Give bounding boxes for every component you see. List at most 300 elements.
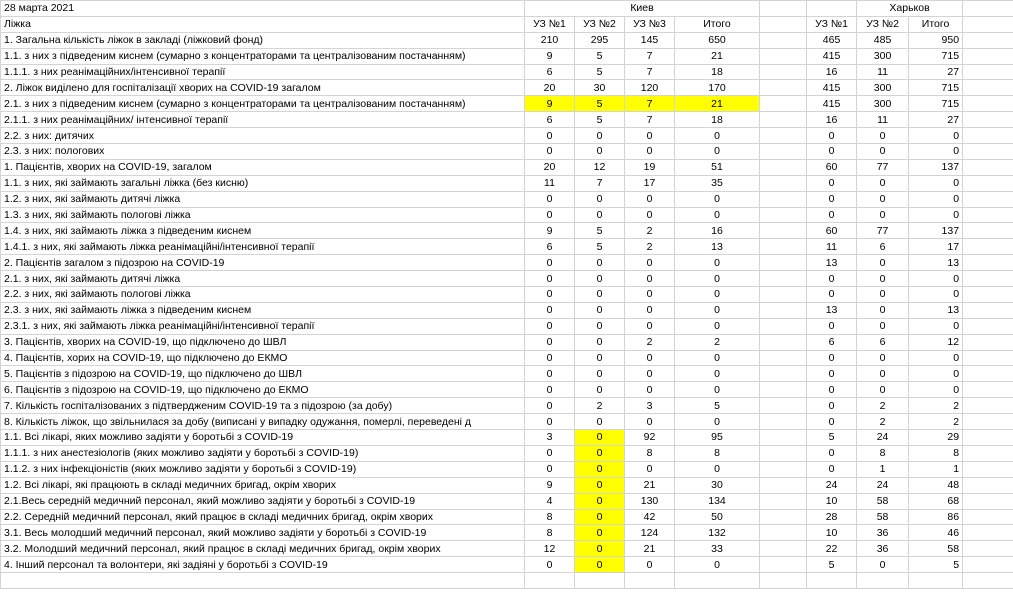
value-cell-h1[interactable]: 0 [807, 207, 857, 223]
empty-cell[interactable] [807, 1, 857, 17]
empty-cell[interactable] [963, 445, 1013, 461]
empty-cell[interactable] [963, 128, 1013, 144]
row-label-cell[interactable]: 1.1. Всі лікарі, яких можливо задіяти у боротьбі з COVID-19 [1, 430, 525, 446]
value-cell-h1[interactable]: 0 [807, 461, 857, 477]
value-cell-h1[interactable]: 0 [807, 128, 857, 144]
value-cell-k2[interactable]: 0 [575, 255, 625, 271]
value-cell-k2[interactable]: 0 [575, 366, 625, 382]
value-cell-k2[interactable]: 0 [575, 461, 625, 477]
empty-cell[interactable] [963, 509, 1013, 525]
value-cell-k2[interactable]: 5 [575, 64, 625, 80]
value-cell-k2[interactable]: 0 [575, 207, 625, 223]
empty-cell[interactable] [760, 80, 807, 96]
empty-cell[interactable] [760, 366, 807, 382]
value-cell-k1[interactable]: 4 [525, 493, 575, 509]
value-cell-ht[interactable]: 29 [909, 430, 963, 446]
value-cell-h1[interactable]: 0 [807, 271, 857, 287]
value-cell-k3[interactable]: 0 [625, 318, 675, 334]
value-cell-kt[interactable]: 51 [675, 159, 760, 175]
row-label-cell[interactable]: 3.2. Молодший медичний персонал, який працює в складі медичних бригад, окрім хворих [1, 541, 525, 557]
value-cell-ht[interactable]: 1 [909, 461, 963, 477]
value-cell-h2[interactable]: 0 [857, 318, 909, 334]
empty-cell[interactable] [909, 573, 963, 589]
value-cell-h1[interactable]: 0 [807, 191, 857, 207]
col-kiev-uz3[interactable]: УЗ №3 [625, 16, 675, 32]
value-cell-kt[interactable]: 0 [675, 191, 760, 207]
value-cell-kt[interactable]: 21 [675, 96, 760, 112]
value-cell-h1[interactable]: 11 [807, 239, 857, 255]
value-cell-kt[interactable]: 33 [675, 541, 760, 557]
value-cell-k3[interactable]: 0 [625, 350, 675, 366]
value-cell-k2[interactable]: 0 [575, 414, 625, 430]
value-cell-h1[interactable]: 24 [807, 477, 857, 493]
value-cell-k3[interactable]: 0 [625, 382, 675, 398]
value-cell-k3[interactable]: 2 [625, 334, 675, 350]
value-cell-kt[interactable]: 8 [675, 445, 760, 461]
value-cell-h2[interactable]: 485 [857, 32, 909, 48]
value-cell-h1[interactable]: 16 [807, 64, 857, 80]
value-cell-k2[interactable]: 0 [575, 350, 625, 366]
empty-cell[interactable] [963, 414, 1013, 430]
value-cell-h2[interactable]: 6 [857, 334, 909, 350]
value-cell-k2[interactable]: 0 [575, 318, 625, 334]
empty-cell[interactable] [963, 144, 1013, 160]
value-cell-kt[interactable]: 35 [675, 175, 760, 191]
value-cell-k3[interactable]: 0 [625, 461, 675, 477]
col-kharkiv-uz2[interactable]: УЗ №2 [857, 16, 909, 32]
empty-cell[interactable] [760, 144, 807, 160]
value-cell-k1[interactable]: 6 [525, 239, 575, 255]
value-cell-ht[interactable]: 715 [909, 96, 963, 112]
row-label-cell[interactable]: 4. Інший персонал та волонтери, які задіяні у боротьбі з COVID-19 [1, 557, 525, 573]
value-cell-kt[interactable]: 0 [675, 255, 760, 271]
value-cell-ht[interactable]: 48 [909, 477, 963, 493]
value-cell-k1[interactable]: 11 [525, 175, 575, 191]
row-label-cell[interactable]: 2.2. Середній медичний персонал, який працює в складі медичних бригад, окрім хворих [1, 509, 525, 525]
empty-cell[interactable] [963, 159, 1013, 175]
value-cell-k3[interactable]: 0 [625, 414, 675, 430]
value-cell-k3[interactable]: 8 [625, 445, 675, 461]
value-cell-k2[interactable]: 0 [575, 493, 625, 509]
value-cell-ht[interactable]: 950 [909, 32, 963, 48]
empty-cell[interactable] [760, 525, 807, 541]
value-cell-h2[interactable]: 0 [857, 128, 909, 144]
empty-cell[interactable] [963, 318, 1013, 334]
value-cell-k2[interactable]: 0 [575, 557, 625, 573]
value-cell-h1[interactable]: 0 [807, 382, 857, 398]
value-cell-kt[interactable]: 0 [675, 128, 760, 144]
value-cell-h2[interactable]: 2 [857, 398, 909, 414]
value-cell-k3[interactable]: 0 [625, 128, 675, 144]
col-kiev-uz2[interactable]: УЗ №2 [575, 16, 625, 32]
col-kiev-total[interactable]: Итого [675, 16, 760, 32]
empty-cell[interactable] [760, 302, 807, 318]
value-cell-k1[interactable]: 0 [525, 207, 575, 223]
value-cell-k1[interactable]: 0 [525, 302, 575, 318]
value-cell-h1[interactable]: 0 [807, 318, 857, 334]
value-cell-kt[interactable]: 132 [675, 525, 760, 541]
value-cell-k2[interactable]: 12 [575, 159, 625, 175]
empty-cell[interactable] [760, 287, 807, 303]
value-cell-k3[interactable]: 3 [625, 398, 675, 414]
value-cell-ht[interactable]: 137 [909, 223, 963, 239]
value-cell-h2[interactable]: 0 [857, 366, 909, 382]
value-cell-k3[interactable]: 92 [625, 430, 675, 446]
value-cell-h2[interactable]: 58 [857, 493, 909, 509]
value-cell-k1[interactable]: 0 [525, 382, 575, 398]
value-cell-k3[interactable]: 0 [625, 191, 675, 207]
value-cell-k2[interactable]: 5 [575, 223, 625, 239]
value-cell-k3[interactable]: 0 [625, 255, 675, 271]
value-cell-h2[interactable]: 36 [857, 541, 909, 557]
row-label-cell[interactable]: 3. Пацієнтів, хворих на COVID-19, що підключено до ШВЛ [1, 334, 525, 350]
row-label-cell[interactable]: 1.1.1. з них анестезіологів (яких можливо задіяти у боротьбі з COVID-19) [1, 445, 525, 461]
value-cell-ht[interactable]: 0 [909, 175, 963, 191]
value-cell-ht[interactable]: 137 [909, 159, 963, 175]
value-cell-ht[interactable]: 0 [909, 366, 963, 382]
empty-cell[interactable] [760, 96, 807, 112]
empty-cell[interactable] [760, 271, 807, 287]
value-cell-kt[interactable]: 0 [675, 557, 760, 573]
value-cell-ht[interactable]: 0 [909, 207, 963, 223]
row-label-cell[interactable]: 2.1.Весь середній медичний персонал, який можливо задіяти у боротьбі з COVID-19 [1, 493, 525, 509]
value-cell-h1[interactable]: 13 [807, 302, 857, 318]
value-cell-ht[interactable]: 0 [909, 350, 963, 366]
value-cell-ht[interactable]: 0 [909, 318, 963, 334]
value-cell-h1[interactable]: 60 [807, 223, 857, 239]
value-cell-ht[interactable]: 17 [909, 239, 963, 255]
empty-cell[interactable] [963, 96, 1013, 112]
empty-cell[interactable] [760, 159, 807, 175]
group-kiev-header[interactable]: Киев [525, 1, 760, 17]
value-cell-h1[interactable]: 0 [807, 350, 857, 366]
value-cell-h1[interactable]: 22 [807, 541, 857, 557]
empty-cell[interactable] [760, 573, 807, 589]
row-label-cell[interactable]: 1.4. з них, які займають ліжка з підведеним киснем [1, 223, 525, 239]
value-cell-h1[interactable]: 13 [807, 255, 857, 271]
value-cell-h1[interactable]: 0 [807, 398, 857, 414]
value-cell-kt[interactable]: 30 [675, 477, 760, 493]
row-label-cell[interactable]: 1. Пацієнтів, хворих на COVID-19, загалом [1, 159, 525, 175]
value-cell-k1[interactable]: 0 [525, 350, 575, 366]
empty-cell[interactable] [963, 573, 1013, 589]
row-label-cell[interactable]: 2.2. з них, які займають пологові ліжка [1, 287, 525, 303]
empty-cell[interactable] [675, 573, 760, 589]
empty-cell[interactable] [963, 350, 1013, 366]
value-cell-h2[interactable]: 2 [857, 414, 909, 430]
value-cell-kt[interactable]: 0 [675, 302, 760, 318]
row-label-cell[interactable]: 2.3. з них: пологових [1, 144, 525, 160]
row-header-cell[interactable]: Ліжка [1, 16, 525, 32]
value-cell-k3[interactable]: 7 [625, 96, 675, 112]
col-kiev-uz1[interactable]: УЗ №1 [525, 16, 575, 32]
value-cell-k2[interactable]: 0 [575, 128, 625, 144]
row-label-cell[interactable]: 8. Кількість ліжок, що звільнилася за добу (виписані у випадку одужання, померлі, переведені д [1, 414, 525, 430]
value-cell-k1[interactable]: 0 [525, 414, 575, 430]
value-cell-h2[interactable]: 0 [857, 287, 909, 303]
value-cell-k2[interactable]: 0 [575, 144, 625, 160]
value-cell-h2[interactable]: 0 [857, 302, 909, 318]
value-cell-k3[interactable]: 0 [625, 271, 675, 287]
value-cell-k2[interactable]: 0 [575, 382, 625, 398]
row-label-cell[interactable]: 2.1. з них, які займають дитячі ліжка [1, 271, 525, 287]
value-cell-h2[interactable]: 58 [857, 509, 909, 525]
empty-cell[interactable] [575, 573, 625, 589]
value-cell-k1[interactable]: 0 [525, 398, 575, 414]
value-cell-kt[interactable]: 21 [675, 48, 760, 64]
value-cell-k2[interactable]: 5 [575, 96, 625, 112]
value-cell-k2[interactable]: 0 [575, 430, 625, 446]
value-cell-k1[interactable]: 0 [525, 287, 575, 303]
value-cell-kt[interactable]: 0 [675, 144, 760, 160]
value-cell-k1[interactable]: 0 [525, 271, 575, 287]
value-cell-kt[interactable]: 0 [675, 414, 760, 430]
value-cell-k3[interactable]: 145 [625, 32, 675, 48]
value-cell-k1[interactable]: 8 [525, 525, 575, 541]
empty-cell[interactable] [760, 64, 807, 80]
value-cell-kt[interactable]: 0 [675, 366, 760, 382]
value-cell-k1[interactable]: 20 [525, 80, 575, 96]
group-kharkiv-header[interactable]: Харьков [857, 1, 963, 17]
value-cell-k1[interactable]: 0 [525, 255, 575, 271]
value-cell-k1[interactable]: 0 [525, 366, 575, 382]
empty-cell[interactable] [760, 16, 807, 32]
value-cell-h1[interactable]: 16 [807, 112, 857, 128]
value-cell-h2[interactable]: 24 [857, 477, 909, 493]
empty-cell[interactable] [760, 557, 807, 573]
value-cell-k1[interactable]: 3 [525, 430, 575, 446]
value-cell-k2[interactable]: 0 [575, 271, 625, 287]
empty-cell[interactable] [760, 175, 807, 191]
empty-cell[interactable] [963, 430, 1013, 446]
value-cell-kt[interactable]: 50 [675, 509, 760, 525]
value-cell-h1[interactable]: 415 [807, 96, 857, 112]
row-label-cell[interactable]: 7. Кількість госпіталізованих з підтвердженим COVID-19 та з підозрою (за добу) [1, 398, 525, 414]
empty-cell[interactable] [760, 318, 807, 334]
value-cell-k1[interactable]: 9 [525, 477, 575, 493]
empty-cell[interactable] [963, 80, 1013, 96]
value-cell-k1[interactable]: 9 [525, 96, 575, 112]
value-cell-k1[interactable]: 12 [525, 541, 575, 557]
value-cell-h2[interactable]: 36 [857, 525, 909, 541]
value-cell-ht[interactable]: 13 [909, 255, 963, 271]
value-cell-h1[interactable]: 465 [807, 32, 857, 48]
value-cell-k1[interactable]: 0 [525, 445, 575, 461]
value-cell-k1[interactable]: 0 [525, 334, 575, 350]
value-cell-k2[interactable]: 7 [575, 175, 625, 191]
empty-cell[interactable] [963, 16, 1013, 32]
value-cell-kt[interactable]: 0 [675, 207, 760, 223]
value-cell-k2[interactable]: 5 [575, 112, 625, 128]
empty-cell[interactable] [525, 573, 575, 589]
value-cell-ht[interactable]: 12 [909, 334, 963, 350]
value-cell-h1[interactable]: 10 [807, 493, 857, 509]
value-cell-k3[interactable]: 124 [625, 525, 675, 541]
value-cell-k3[interactable]: 0 [625, 366, 675, 382]
value-cell-k3[interactable]: 0 [625, 302, 675, 318]
value-cell-h2[interactable]: 77 [857, 159, 909, 175]
value-cell-k1[interactable]: 9 [525, 223, 575, 239]
value-cell-kt[interactable]: 13 [675, 239, 760, 255]
value-cell-k1[interactable]: 0 [525, 144, 575, 160]
value-cell-k2[interactable]: 0 [575, 302, 625, 318]
value-cell-ht[interactable]: 0 [909, 382, 963, 398]
value-cell-ht[interactable]: 86 [909, 509, 963, 525]
empty-cell[interactable] [760, 509, 807, 525]
row-label-cell[interactable]: 1.4.1. з них, які займають ліжка реанімаційні/інтенсивної терапії [1, 239, 525, 255]
empty-cell[interactable] [760, 414, 807, 430]
value-cell-k2[interactable]: 5 [575, 239, 625, 255]
value-cell-h2[interactable]: 0 [857, 350, 909, 366]
value-cell-k1[interactable]: 0 [525, 461, 575, 477]
value-cell-h2[interactable]: 0 [857, 557, 909, 573]
value-cell-kt[interactable]: 5 [675, 398, 760, 414]
empty-cell[interactable] [760, 445, 807, 461]
empty-cell[interactable] [963, 541, 1013, 557]
value-cell-ht[interactable]: 5 [909, 557, 963, 573]
value-cell-ht[interactable]: 0 [909, 271, 963, 287]
value-cell-kt[interactable]: 16 [675, 223, 760, 239]
empty-cell[interactable] [963, 287, 1013, 303]
empty-cell[interactable] [760, 255, 807, 271]
value-cell-ht[interactable]: 58 [909, 541, 963, 557]
value-cell-kt[interactable]: 95 [675, 430, 760, 446]
value-cell-ht[interactable]: 715 [909, 80, 963, 96]
value-cell-h1[interactable]: 60 [807, 159, 857, 175]
row-label-cell[interactable]: 1.3. з них, які займають пологові ліжка [1, 207, 525, 223]
value-cell-k1[interactable]: 0 [525, 128, 575, 144]
value-cell-k2[interactable]: 30 [575, 80, 625, 96]
empty-cell[interactable] [963, 175, 1013, 191]
value-cell-kt[interactable]: 170 [675, 80, 760, 96]
row-label-cell[interactable]: 2.3. з них, які займають ліжка з підведеним киснем [1, 302, 525, 318]
empty-cell[interactable] [963, 493, 1013, 509]
value-cell-h2[interactable]: 0 [857, 382, 909, 398]
value-cell-k3[interactable]: 21 [625, 541, 675, 557]
empty-cell[interactable] [760, 398, 807, 414]
value-cell-k1[interactable]: 210 [525, 32, 575, 48]
value-cell-kt[interactable]: 0 [675, 382, 760, 398]
empty-cell[interactable] [963, 239, 1013, 255]
value-cell-k3[interactable]: 7 [625, 112, 675, 128]
value-cell-kt[interactable]: 18 [675, 112, 760, 128]
value-cell-kt[interactable]: 650 [675, 32, 760, 48]
value-cell-h1[interactable]: 0 [807, 287, 857, 303]
value-cell-k3[interactable]: 42 [625, 509, 675, 525]
value-cell-k2[interactable]: 0 [575, 541, 625, 557]
value-cell-k2[interactable]: 0 [575, 191, 625, 207]
value-cell-ht[interactable]: 27 [909, 64, 963, 80]
value-cell-k3[interactable]: 19 [625, 159, 675, 175]
value-cell-k1[interactable]: 0 [525, 191, 575, 207]
empty-cell[interactable] [760, 32, 807, 48]
empty-cell[interactable] [760, 128, 807, 144]
value-cell-h1[interactable]: 5 [807, 557, 857, 573]
empty-cell[interactable] [963, 223, 1013, 239]
value-cell-k1[interactable]: 8 [525, 509, 575, 525]
value-cell-h2[interactable]: 300 [857, 96, 909, 112]
value-cell-h2[interactable]: 0 [857, 271, 909, 287]
value-cell-k2[interactable]: 295 [575, 32, 625, 48]
value-cell-kt[interactable]: 0 [675, 350, 760, 366]
value-cell-kt[interactable]: 0 [675, 461, 760, 477]
value-cell-h1[interactable]: 6 [807, 334, 857, 350]
value-cell-ht[interactable]: 0 [909, 191, 963, 207]
empty-cell[interactable] [760, 382, 807, 398]
value-cell-k2[interactable]: 0 [575, 525, 625, 541]
value-cell-h1[interactable]: 0 [807, 144, 857, 160]
value-cell-ht[interactable]: 13 [909, 302, 963, 318]
empty-cell[interactable] [760, 430, 807, 446]
value-cell-k3[interactable]: 120 [625, 80, 675, 96]
value-cell-k3[interactable]: 130 [625, 493, 675, 509]
empty-cell[interactable] [963, 334, 1013, 350]
value-cell-h1[interactable]: 10 [807, 525, 857, 541]
value-cell-h2[interactable]: 300 [857, 80, 909, 96]
value-cell-h2[interactable]: 24 [857, 430, 909, 446]
value-cell-h1[interactable]: 5 [807, 430, 857, 446]
empty-cell[interactable] [760, 112, 807, 128]
date-cell[interactable]: 28 марта 2021 [1, 1, 525, 17]
empty-cell[interactable] [963, 461, 1013, 477]
row-label-cell[interactable]: 2.2. з них: дитячих [1, 128, 525, 144]
value-cell-k1[interactable]: 6 [525, 64, 575, 80]
value-cell-ht[interactable]: 0 [909, 287, 963, 303]
empty-cell[interactable] [963, 382, 1013, 398]
value-cell-k1[interactable]: 0 [525, 318, 575, 334]
value-cell-kt[interactable]: 134 [675, 493, 760, 509]
value-cell-ht[interactable]: 715 [909, 48, 963, 64]
row-label-cell[interactable]: 1.1. з них, які займають загальні ліжка (без кисню) [1, 175, 525, 191]
empty-cell[interactable] [857, 573, 909, 589]
value-cell-h2[interactable]: 0 [857, 144, 909, 160]
empty-cell[interactable] [963, 48, 1013, 64]
empty-cell[interactable] [760, 1, 807, 17]
col-kharkiv-total[interactable]: Итого [909, 16, 963, 32]
value-cell-k3[interactable]: 0 [625, 144, 675, 160]
value-cell-h2[interactable]: 300 [857, 48, 909, 64]
value-cell-h1[interactable]: 415 [807, 80, 857, 96]
empty-cell[interactable] [760, 191, 807, 207]
row-label-cell[interactable]: 1.1.2. з них інфекціоністів (яких можливо задіяти у боротьбі з COVID-19) [1, 461, 525, 477]
value-cell-h1[interactable]: 0 [807, 175, 857, 191]
row-label-cell[interactable]: 3.1. Весь молодший медичний персонал, який можливо задіяти у боротьбі з COVID-19 [1, 525, 525, 541]
row-label-cell[interactable]: 1.2. Всі лікарі, які працюють в складі медичних бригад, окрім хворих [1, 477, 525, 493]
empty-cell[interactable] [625, 573, 675, 589]
empty-cell[interactable] [963, 255, 1013, 271]
value-cell-k3[interactable]: 21 [625, 477, 675, 493]
value-cell-kt[interactable]: 0 [675, 318, 760, 334]
value-cell-ht[interactable]: 0 [909, 128, 963, 144]
row-label-cell[interactable]: 1.1.1. з них реанімаційних/інтенсивної терапії [1, 64, 525, 80]
value-cell-h2[interactable]: 0 [857, 207, 909, 223]
value-cell-h2[interactable]: 77 [857, 223, 909, 239]
empty-cell[interactable] [963, 112, 1013, 128]
col-kharkiv-uz1[interactable]: УЗ №1 [807, 16, 857, 32]
value-cell-h2[interactable]: 11 [857, 64, 909, 80]
value-cell-h1[interactable]: 415 [807, 48, 857, 64]
value-cell-k3[interactable]: 17 [625, 175, 675, 191]
row-label-cell[interactable]: 2.1.1. з них реанімаційних/ інтенсивної терапії [1, 112, 525, 128]
row-label-cell[interactable]: 1. Загальна кількість ліжок в закладі (ліжковий фонд) [1, 32, 525, 48]
value-cell-ht[interactable]: 27 [909, 112, 963, 128]
empty-cell[interactable] [760, 493, 807, 509]
value-cell-k3[interactable]: 7 [625, 48, 675, 64]
value-cell-kt[interactable]: 18 [675, 64, 760, 80]
empty-cell[interactable] [963, 366, 1013, 382]
empty-cell[interactable] [760, 461, 807, 477]
value-cell-k3[interactable]: 0 [625, 557, 675, 573]
